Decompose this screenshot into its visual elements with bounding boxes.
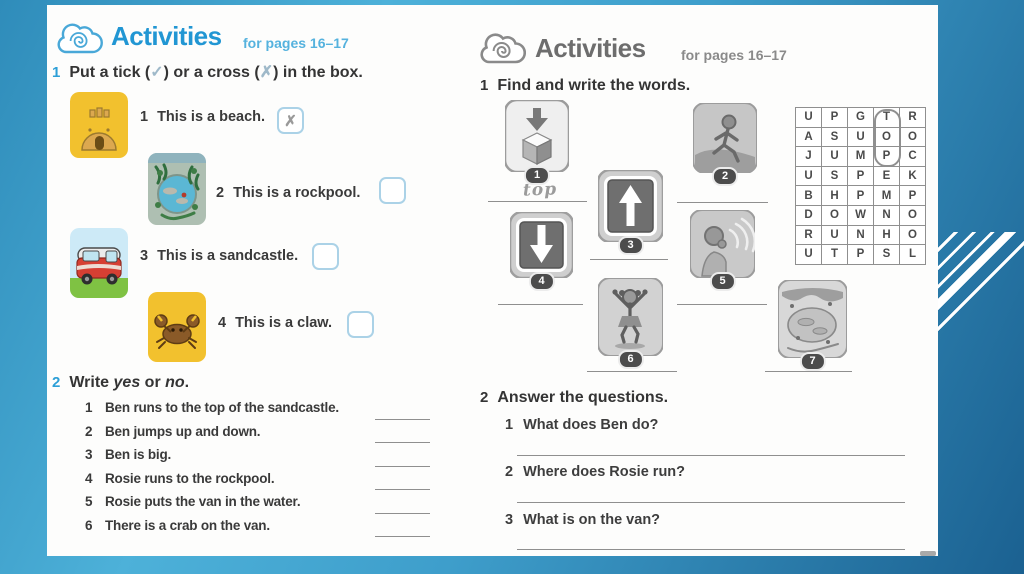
wordsearch-cell: O	[900, 226, 925, 245]
answer-line-5[interactable]	[677, 304, 767, 305]
exercise-instruction: Write yes or no.	[69, 374, 190, 391]
exercise1-left-heading	[52, 62, 363, 82]
wordsearch-cell: P	[874, 147, 899, 166]
exercise1-right-heading	[480, 77, 690, 95]
yes-no-statements	[85, 400, 430, 541]
wordsearch-cell: R	[900, 108, 925, 127]
rockpool-gray-image	[778, 280, 847, 367]
jumping-kid-image	[598, 278, 663, 365]
item-number: 3	[140, 248, 149, 264]
exercise2-right-heading	[480, 389, 668, 407]
item-text: This is a rockpool.	[233, 185, 361, 201]
wordsearch-cell: P	[848, 245, 873, 264]
activities-subtitle-left: for pages 16–17	[243, 35, 349, 51]
wordsearch-cell: U	[796, 245, 821, 264]
wordsearch-cell: D	[796, 206, 821, 225]
item-4-label	[218, 315, 332, 331]
cloud-swirl-icon	[55, 20, 103, 60]
wordsearch-cell: J	[796, 147, 821, 166]
wordsearch-cell: P	[848, 167, 873, 186]
wordsearch-cell: U	[848, 128, 873, 147]
wordsearch-cell: H	[822, 186, 847, 205]
image-number-badge: 5	[709, 272, 735, 291]
sandcastle-image	[70, 92, 128, 163]
checkbox-item-2[interactable]	[379, 177, 406, 204]
up-arrow-sign-image	[598, 170, 663, 251]
item-number: 1	[140, 109, 149, 125]
wordsearch-cell: U	[822, 147, 847, 166]
wordsearch-cell: H	[874, 226, 899, 245]
wordsearch-cell: S	[822, 128, 847, 147]
question-3-answer-line[interactable]	[517, 549, 905, 550]
statement-row: 2 Ben jumps up and down.	[85, 424, 430, 448]
wordsearch-cell: A	[796, 128, 821, 147]
image-number-badge: 7	[799, 352, 825, 371]
exercise-instruction: Put a tick (✓) or a cross (✗) in the box.	[69, 64, 363, 81]
answer-line[interactable]	[375, 536, 430, 537]
van-image	[70, 228, 128, 303]
top-of-box-image	[505, 100, 569, 181]
item-2-label	[216, 185, 360, 201]
exercise-number: 2	[52, 374, 61, 391]
answer-line[interactable]	[375, 419, 430, 420]
wordsearch-cell: N	[874, 206, 899, 225]
wordsearch-cell: U	[822, 226, 847, 245]
page-number-smudge	[920, 551, 936, 556]
answer-line-3[interactable]	[590, 259, 668, 260]
wordsearch-cell: U	[796, 108, 821, 127]
crab-image	[148, 292, 206, 367]
wordsearch-cell: P	[848, 186, 873, 205]
wordsearch-cell: T	[822, 245, 847, 264]
wordsearch-cell: U	[796, 167, 821, 186]
wordsearch-cell: O	[822, 206, 847, 225]
question-2: 2 Where does Rosie run?	[505, 464, 686, 480]
statement-row: 3 Ben is big.	[85, 447, 430, 471]
diagonal-stripes-decoration	[934, 232, 1024, 390]
rockpool-image	[148, 153, 206, 230]
activities-title-left: Activities	[111, 21, 222, 51]
answer-line[interactable]	[375, 489, 430, 490]
wordsearch-cell: P	[900, 186, 925, 205]
checkbox-item-1[interactable]: ✗	[277, 107, 304, 134]
answer-line-2[interactable]	[677, 202, 768, 203]
image-number-badge: 4	[528, 272, 554, 291]
answer-line[interactable]	[375, 513, 430, 514]
workbook-slide	[47, 5, 938, 556]
wordsearch-cell: C	[900, 147, 925, 166]
wordsearch-cell: P	[822, 108, 847, 127]
wordsearch-cell: O	[874, 128, 899, 147]
wordsearch-cell: M	[874, 186, 899, 205]
wordsearch-cell: B	[796, 186, 821, 205]
activities-title-right: Activities	[535, 33, 646, 63]
checkbox-item-3[interactable]	[312, 243, 339, 270]
wordsearch-cell: E	[874, 167, 899, 186]
circled-word-top	[874, 109, 901, 167]
wordsearch-cell: W	[848, 206, 873, 225]
exercise-instruction: Answer the questions.	[497, 389, 669, 406]
tick-glyph: ✓	[150, 64, 164, 81]
wordsearch-cell: S	[874, 245, 899, 264]
statement-row: 6 There is a crab on the van.	[85, 518, 430, 542]
image-number-badge: 6	[617, 350, 643, 369]
example-answer-handwriting: top	[522, 179, 558, 201]
item-text: This is a sandcastle.	[157, 248, 299, 264]
item-text: This is a claw.	[235, 315, 333, 331]
answer-line-1[interactable]	[488, 201, 587, 202]
item-3-label	[140, 248, 298, 264]
question-2-answer-line[interactable]	[517, 502, 905, 503]
item-1-label	[140, 109, 265, 125]
wordsearch-cell: O	[900, 206, 925, 225]
wordsearch-cell: K	[900, 167, 925, 186]
question-1-answer-line[interactable]	[517, 455, 905, 456]
question-3: 3 What is on the van?	[505, 512, 661, 528]
answer-line-7[interactable]	[765, 371, 852, 372]
statement-row: 4 Rosie runs to the rockpool.	[85, 471, 430, 495]
image-number-badge: 2	[712, 167, 738, 186]
running-boy-image	[693, 103, 757, 182]
wordsearch-cell: T	[874, 108, 899, 127]
wordsearch-cell: S	[822, 167, 847, 186]
cloud-swirl-icon	[478, 30, 526, 70]
statement-row: 5 Rosie puts the van in the water.	[85, 494, 430, 518]
exercise2-left-heading	[52, 374, 189, 392]
exercise-number: 1	[480, 77, 489, 94]
down-arrow-sign-image	[510, 212, 573, 287]
question-1: 1 What does Ben do?	[505, 417, 659, 433]
shouting-person-image	[690, 210, 755, 287]
exercise-number: 2	[480, 389, 489, 406]
statement-row: 1 Ben runs to the top of the sandcastle.	[85, 400, 430, 424]
wordsearch-cell: N	[848, 226, 873, 245]
checkbox-item-4[interactable]	[347, 311, 374, 338]
cross-glyph: ✗	[259, 64, 274, 81]
activities-subtitle-right: for pages 16–17	[681, 47, 787, 63]
wordsearch-cell: M	[848, 147, 873, 166]
item-number: 4	[218, 315, 227, 331]
image-number-badge: 3	[617, 236, 643, 255]
wordsearch-cell: L	[900, 245, 925, 264]
answer-line[interactable]	[375, 442, 430, 443]
answer-line-6[interactable]	[587, 371, 677, 372]
answer-line-4[interactable]	[498, 304, 583, 305]
wordsearch-cell: R	[796, 226, 821, 245]
image-number-badge: 1	[524, 166, 550, 185]
exercise-instruction: Find and write the words.	[497, 77, 691, 94]
wordsearch-grid[interactable]	[795, 107, 926, 265]
wordsearch-cell: O	[900, 128, 925, 147]
wordsearch-cell: G	[848, 108, 873, 127]
item-text: This is a beach.	[157, 109, 266, 125]
item-number: 2	[216, 185, 225, 201]
exercise-number: 1	[52, 64, 61, 81]
answer-line[interactable]	[375, 466, 430, 467]
